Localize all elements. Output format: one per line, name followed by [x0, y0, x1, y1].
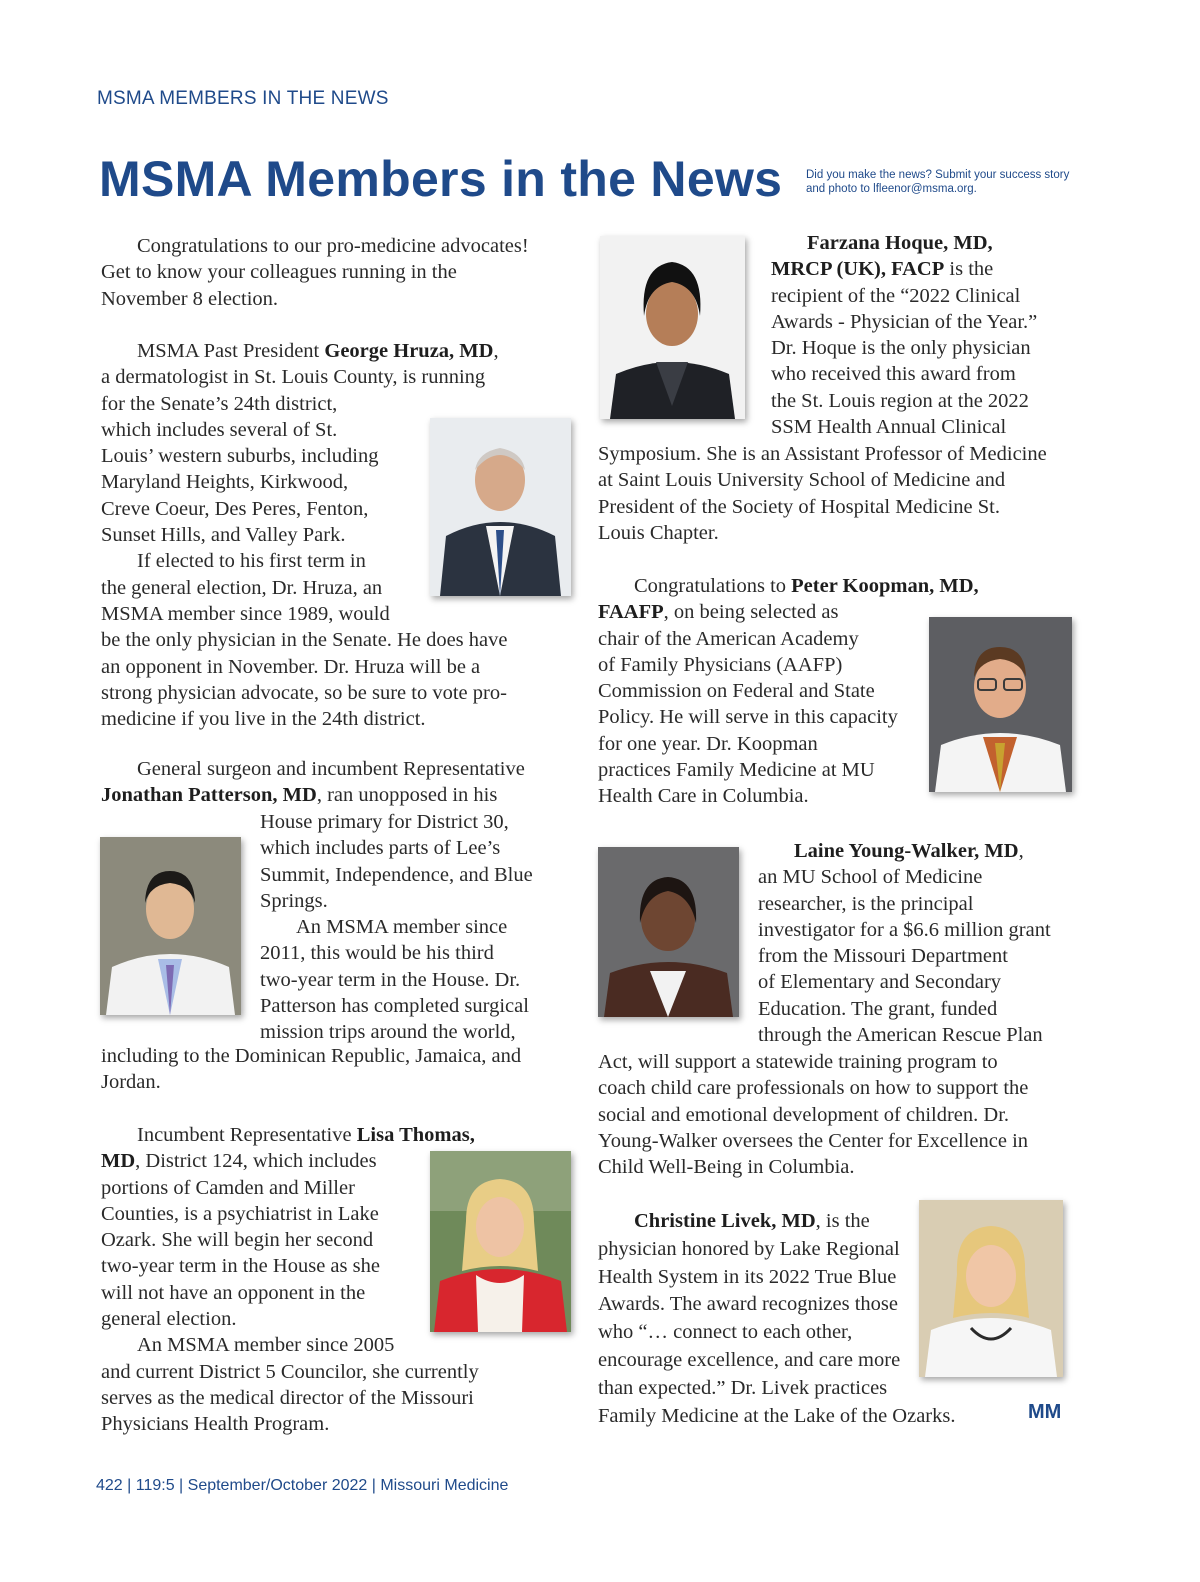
photo-george-hruza: [430, 418, 571, 596]
end-mark: MM: [1028, 1401, 1062, 1423]
name-lisa-thomas: Lisa Thomas,: [356, 1124, 475, 1146]
page-footer: 422 | 119:5 | September/October 2022 | Missouri Medicine: [96, 1477, 509, 1494]
page-title: MSMA Members in the News: [99, 151, 783, 207]
name-george-hruza: George Hruza, MD: [324, 340, 494, 362]
name-farzana-hoque: Farzana Hoque, MD,: [807, 232, 993, 254]
article-young-walker-tail: Act, will support a statewide training program to coach child care professionals on how to support the social and emotional development of children. Dr. Young-Walker oversees the Center for Excellence in Child Well-Being in Columbia.: [598, 1051, 1029, 1179]
article-patterson-tail: including to the Dominican Republic, Jamaica, and Jordan.: [101, 1045, 522, 1094]
photo-farzana-hoque: [600, 236, 745, 419]
article-hoque: Farzana Hoque, MD, MRCP (UK), FACP is the recipient of the “2022 Clinical Awards - Physician of the Year.” Dr. Hoque is the only physician who received this award from the St. Louis region at the 2022 SSM Health Annual Clinical: [771, 232, 1038, 439]
article-hoque-tail: Symposium. She is an Assistant Professor of Medicine at Saint Louis University School of Medicine and President of the Society of Hospital Medicine St. Louis Chapter.: [598, 443, 1047, 544]
photo-jonathan-patterson: [100, 837, 241, 1015]
name-christine-livek: Christine Livek, MD: [634, 1210, 816, 1232]
article-hruza: MSMA Past President George Hruza, MD, a dermatologist in St. Louis County, is running for the Senate’s 24th district, which includes several of St. Louis’ western suburbs, including Maryland Heights, Kirkwood, Creve Coeur, Des Peres, Fenton, Sunset Hills, and Valley Park. If elected to his first term in the general election, Dr. Hruza, an MSMA member since 1989, would be the only physician in the Senate. He does have an opponent in November. Dr. Hruza will be a strong physician advocate, so be sure to vote pro- medicine if you live in the 24th district.: [101, 340, 508, 731]
photo-peter-koopman: [929, 617, 1072, 792]
name-peter-koopman: Peter Koopman, MD,: [791, 575, 979, 597]
article-livek: Christine Livek, MD, is the physician honored by Lake Regional Health System in its 2022 True Blue Awards. The award recognizes those who “… connect to each other, encourage excellence, and care more than expected.” Dr. Livek practices Family Medicine at the Lake of the Ozarks.: [598, 1210, 956, 1427]
name-laine-young-walker: Laine Young-Walker, MD: [794, 840, 1019, 862]
photo-laine-young-walker: [598, 847, 739, 1017]
submit-note: Did you make the news? Submit your success story and photo to lfleenor@msma.org.: [806, 169, 1070, 195]
article-young-walker: Laine Young-Walker, MD, an MU School of Medicine researcher, is the principal investigator for a $6.6 million grant from the Missouri Department of Elementary and Secondary Education. The grant, funded through the American Rescue Plan: [758, 840, 1051, 1047]
photo-christine-livek: [919, 1200, 1063, 1377]
section-label: MSMA MEMBERS IN THE NEWS: [97, 88, 389, 109]
article-thomas: Incumbent Representative Lisa Thomas, MD, District 124, which includes portions of Camden and Miller Counties, is a psychiatrist in Lake Ozark. She will begin her second two-year term in the House as she will not have an opponent in the general election. An MSMA member since 2005 and current District 5 Councilor, she currently serves as the medical director of the Missouri Physicians Health Program.: [101, 1124, 479, 1436]
name-jonathan-patterson: Jonathan Patterson, MD: [101, 784, 317, 807]
photo-lisa-thomas: [430, 1151, 571, 1332]
article-patterson-wrap: House primary for District 30, which includes parts of Lee’s Summit, Independence, and Blue Springs. An MSMA member since 2011, this would be his third two-year term in the House. Dr. Patterson has completed surgical mission trips around the world,: [260, 811, 533, 1044]
article-koopman: Congratulations to Peter Koopman, MD, FAAFP, on being selected as chair of the American Academy of Family Physicians (AAFP) Commission on Federal and State Policy. He will serve in this capacity for one year. Dr. Koopman practices Family Medicine at MU Health Care in Columbia.: [598, 575, 979, 808]
article-patterson-top: General surgeon and incumbent Representative Jonathan Patterson, MD, ran unopposed in his: [101, 758, 525, 807]
intro-paragraph: Congratulations to our pro-medicine advocates! Get to know your colleagues running in the November 8 election.: [101, 235, 529, 310]
